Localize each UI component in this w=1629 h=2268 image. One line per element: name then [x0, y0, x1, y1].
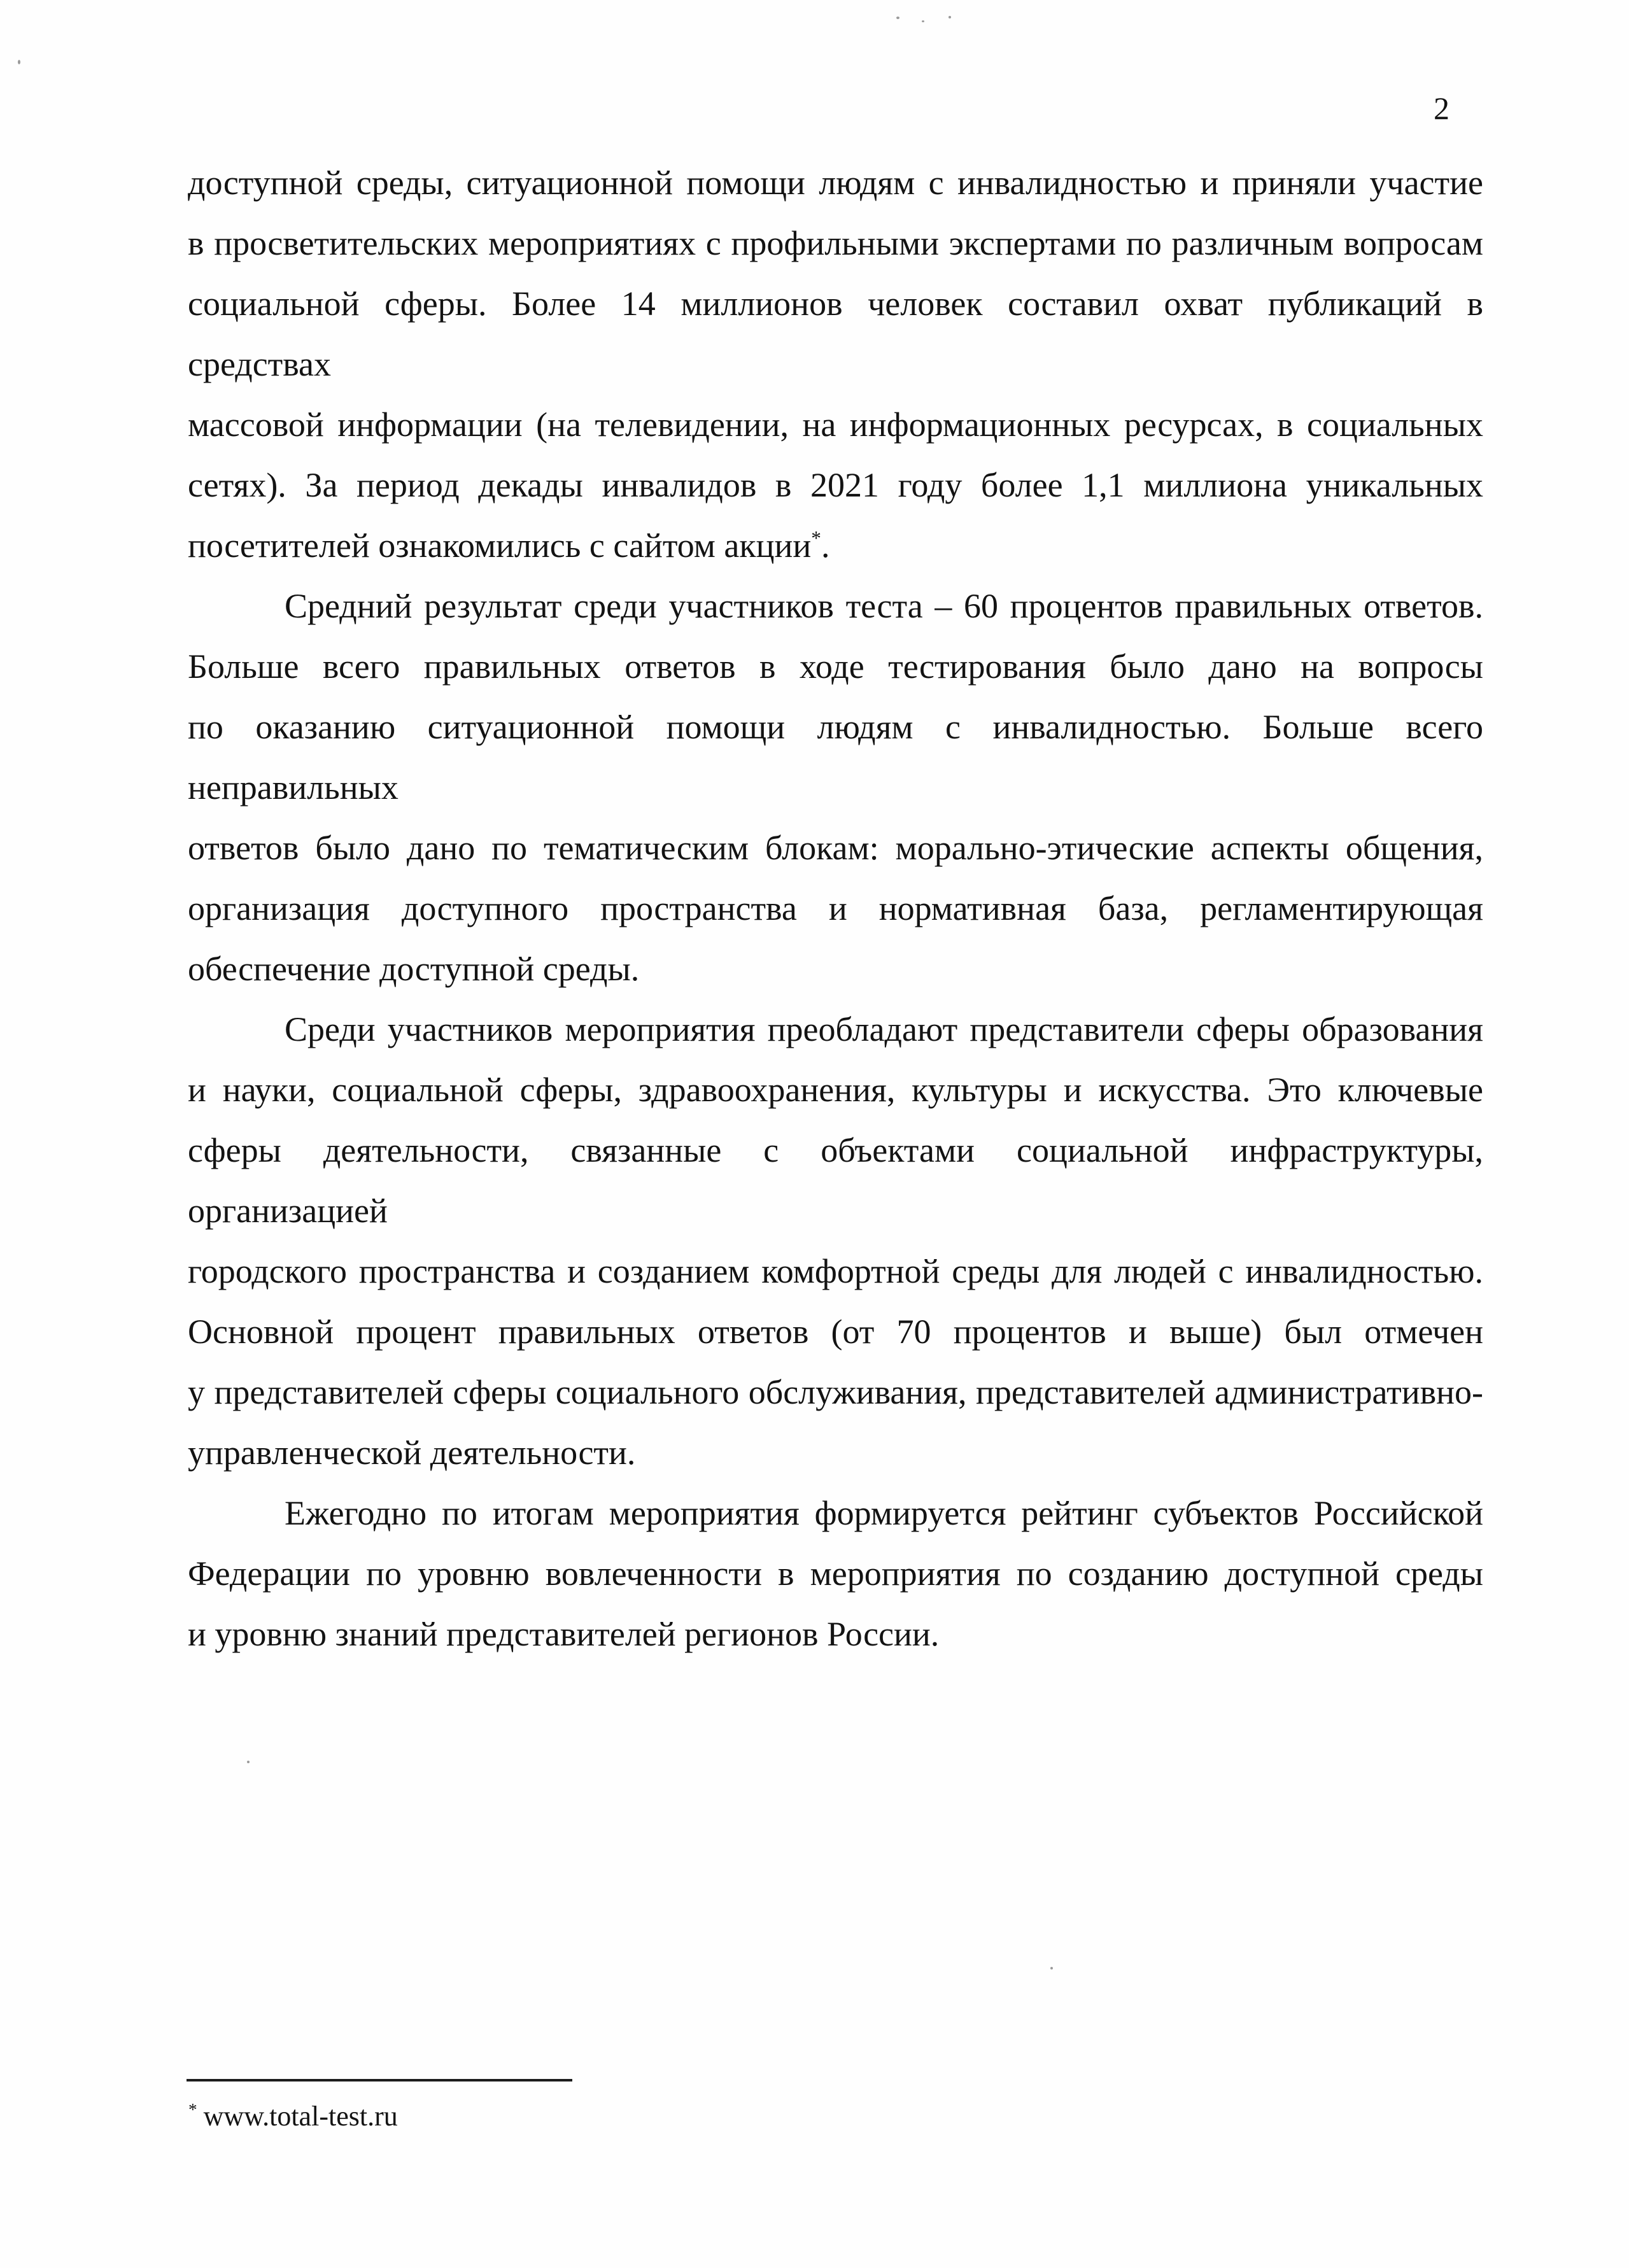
scan-speck [1050, 1967, 1053, 1969]
text-line: сферы деятельности, связанные с объектами социальной инфраструктуры, организацией [188, 1131, 1483, 1230]
text-line: городского пространства и созданием комфортной среды для людей с инвалидностью. [188, 1252, 1483, 1290]
text-line: Федерации по уровню вовлеченности в мероприятия по созданию доступной среды [188, 1554, 1483, 1593]
scan-speck [922, 20, 924, 22]
text-line [188, 516, 1483, 576]
page-number: 2 [1434, 90, 1449, 126]
footnote-url: www.total-test.ru [203, 2101, 398, 2132]
footnote [188, 2097, 398, 2136]
text-line: по оказанию ситуационной помощи людям с инвалидностью. Больше всего неправильных [188, 708, 1483, 806]
paragraph-1 [188, 153, 1483, 576]
text-line: обеспечение доступной среды. [188, 950, 640, 988]
scan-speck [896, 17, 899, 19]
text-line: Средний результат среди участников теста – 60 процентов правильных ответов. [285, 587, 1483, 625]
text-line: у представителей сферы социального обслуживания, представителей административно- [188, 1373, 1483, 1411]
text: . [821, 526, 830, 565]
scan-speck [948, 16, 951, 18]
footnote-marker: * [811, 527, 821, 549]
text-line: сетях). За период декады инвалидов в 2021 году более 1,1 миллиона уникальных [188, 466, 1483, 504]
text-line: организация доступного пространства и нормативная база, регламентирующая [188, 889, 1483, 927]
text-line: в просветительских мероприятиях с профильными экспертами по различным вопросам [188, 224, 1483, 262]
paragraph-2 [188, 576, 1483, 999]
scan-speck [247, 1761, 250, 1763]
text-line: и уровню знаний представителей регионов России. [188, 1615, 940, 1653]
text-line: Больше всего правильных ответов в ходе тестирования было дано на вопросы [188, 647, 1483, 686]
document-body [188, 153, 1483, 1665]
text: посетителей ознакомились с сайтом акции [188, 526, 812, 565]
text-line: и науки, социальной сферы, здравоохранения, культуры и искусства. Это ключевые [188, 1071, 1483, 1109]
text-line: доступной среды, ситуационной помощи людям с инвалидностью и приняли участие [188, 164, 1483, 202]
footnote-separator [187, 2079, 572, 2081]
text-line: ответов было дано по тематическим блокам: морально-этические аспекты общения, [188, 829, 1483, 867]
text-line: Среди участников мероприятия преобладают представители сферы образования [285, 1010, 1483, 1048]
text-line: Ежегодно по итогам мероприятия формируется рейтинг субъектов Российской [285, 1494, 1483, 1532]
scan-speck [18, 60, 20, 64]
text-line: социальной сферы. Более 14 миллионов человек составил охват публикаций в средствах [188, 285, 1483, 383]
text-line: Основной процент правильных ответов (от 70 процентов и выше) был отмечен [188, 1313, 1483, 1351]
text-line: массовой информации (на телевидении, на информационных ресурсах, в социальных [188, 405, 1483, 444]
footnote-marker: * [188, 2100, 197, 2120]
text-line: управленческой деятельности. [188, 1433, 636, 1472]
paragraph-4 [188, 1483, 1483, 1665]
paragraph-3 [188, 999, 1483, 1483]
